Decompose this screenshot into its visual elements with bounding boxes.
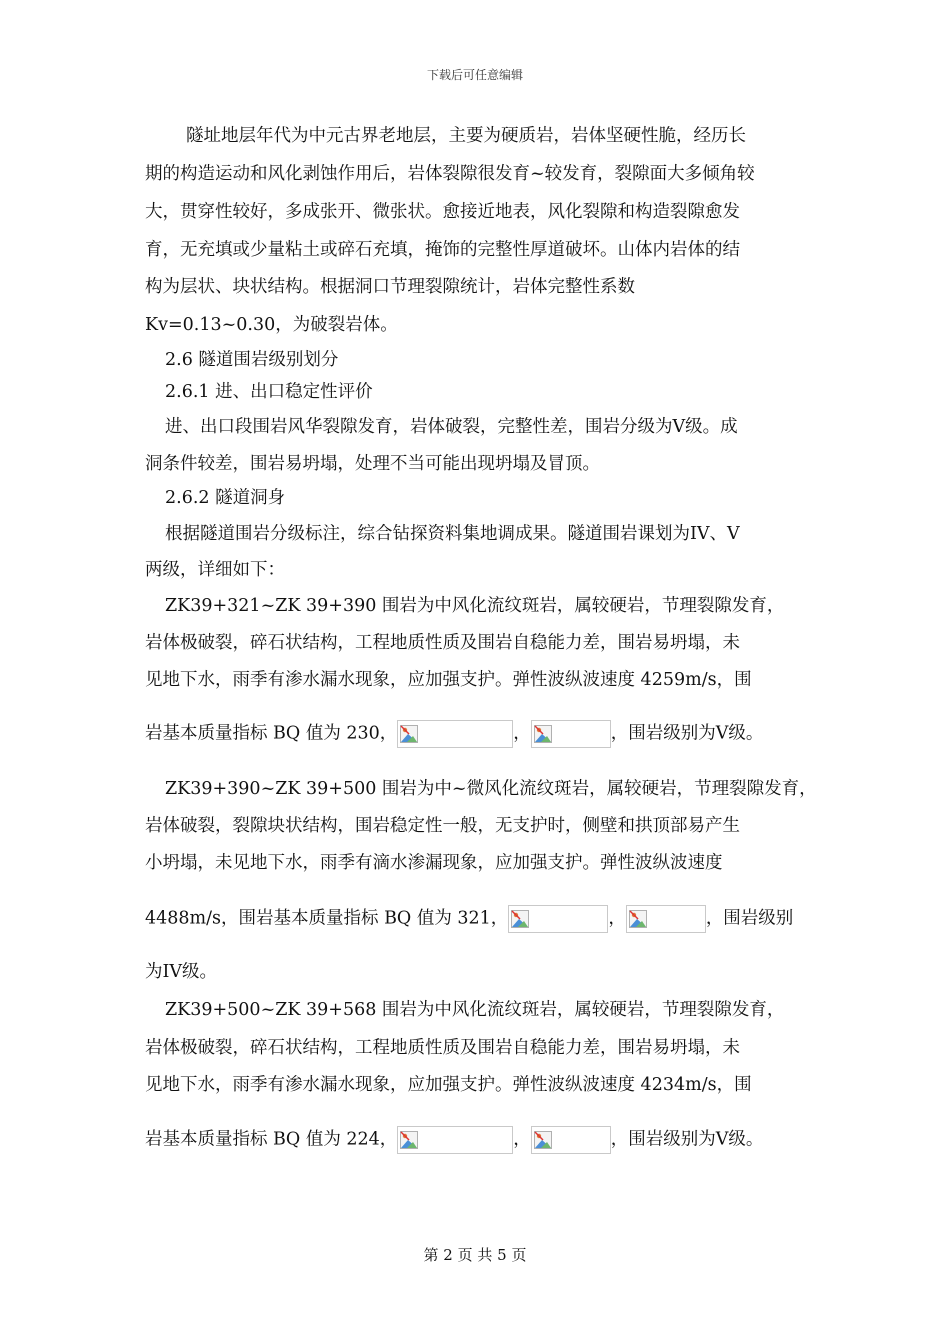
paragraph-line: ZK39+321~ZK 39+390 围岩为中风化流纹斑岩，属较硬岩，节理裂隙发育， bbox=[165, 596, 785, 616]
broken-image-icon bbox=[400, 1131, 418, 1149]
paragraph-line: 见地下水，雨季有渗水漏水现象，应加强支护。弹性波纵波速度 4259m/s，围 bbox=[145, 670, 752, 690]
page-footer: 第 2 页 共 5 页 bbox=[423, 1246, 527, 1264]
paragraph-line: 进、出口段围岩风华裂隙发育，岩体破裂，完整性差，围岩分级为V级。成 bbox=[165, 417, 738, 437]
paragraph-line: 根据隧道围岩分级标注，综合钻探资料集地调成果。隧道围岩课划为IV、V bbox=[165, 524, 740, 544]
paragraph-line: 岩体极破裂，碎石状结构，工程地质性质及围岩自稳能力差，围岩易坍塌，未 bbox=[145, 1038, 740, 1058]
broken-image-icon bbox=[534, 1131, 552, 1149]
inline-text: 岩基本质量指标 BQ 值为 224， bbox=[145, 1129, 398, 1150]
paragraph-line: Kv=0.13~0.30，为破裂岩体。 bbox=[145, 315, 398, 335]
paragraph-line: 期的构造运动和风化剥蚀作用后，岩体裂隙很发育~较发育，裂隙面大多倾角较 bbox=[145, 164, 755, 184]
broken-image-icon bbox=[534, 725, 552, 743]
paragraph-line-with-images bbox=[145, 720, 763, 748]
paragraph-line: ZK39+500~ZK 39+568 围岩为中风化流纹斑岩，属较硬岩，节理裂隙发育， bbox=[165, 1000, 785, 1020]
broken-image-icon bbox=[629, 910, 647, 928]
paragraph-line: 隧址地层年代为中元古界老地层，主要为硬质岩，岩体坚硬性脆，经历长 bbox=[186, 126, 746, 146]
inline-text: ， bbox=[608, 908, 626, 929]
paragraph-line: 育，无充填或少量粘土或碎石充填，掩饰的完整性厚道破坏。山体内岩体的结 bbox=[145, 240, 740, 260]
broken-image-placeholder bbox=[397, 720, 513, 748]
paragraph-line-with-images bbox=[145, 1126, 763, 1154]
paragraph-line-with-images bbox=[145, 905, 793, 933]
page-header: 下载后可任意编辑 bbox=[426, 68, 523, 82]
paragraph-line: 洞条件较差，围岩易坍塌，处理不当可能出现坍塌及冒顶。 bbox=[145, 454, 600, 474]
broken-image-placeholder bbox=[531, 720, 611, 748]
paragraph-line: 两级，详细如下： bbox=[145, 560, 285, 580]
paragraph-line: 见地下水，雨季有渗水漏水现象，应加强支护。弹性波纵波速度 4234m/s，围 bbox=[145, 1075, 752, 1095]
inline-text: ，围岩级别 bbox=[705, 908, 794, 929]
section-heading: 2.6 隧道围岩级别划分 bbox=[165, 350, 339, 370]
broken-image-placeholder bbox=[626, 905, 706, 933]
paragraph-line: 小坍塌，未见地下水，雨季有滴水渗漏现象，应加强支护。弹性波纵波速度 bbox=[145, 853, 723, 873]
paragraph-line: 岩体破裂，裂隙块状结构，围岩稳定性一般，无支护时，侧壁和拱顶部易产生 bbox=[145, 816, 740, 836]
paragraph-line: 为IV级。 bbox=[145, 962, 218, 982]
broken-image-icon bbox=[400, 725, 418, 743]
paragraph-line: 构为层状、块状结构。根据洞口节理裂隙统计，岩体完整性系数 bbox=[145, 277, 635, 297]
broken-image-placeholder bbox=[508, 905, 608, 933]
subsection-heading: 2.6.1 进、出口稳定性评价 bbox=[165, 382, 373, 402]
inline-text: ， bbox=[513, 723, 531, 744]
paragraph-line: 大，贯穿性较好，多成张开、微张状。愈接近地表，风化裂隙和构造裂隙愈发 bbox=[145, 202, 740, 222]
inline-text: 岩基本质量指标 BQ 值为 230， bbox=[145, 723, 398, 744]
paragraph-line: 岩体极破裂，碎石状结构，工程地质性质及围岩自稳能力差，围岩易坍塌，未 bbox=[145, 633, 740, 653]
inline-text: ，围岩级别为Ⅴ级。 bbox=[610, 1129, 764, 1150]
broken-image-icon bbox=[511, 910, 529, 928]
inline-text: ， bbox=[513, 1129, 531, 1150]
broken-image-placeholder bbox=[531, 1126, 611, 1154]
broken-image-placeholder bbox=[397, 1126, 513, 1154]
paragraph-line: ZK39+390~ZK 39+500 围岩为中~微风化流纹斑岩，属较硬岩，节理裂隙发育， bbox=[165, 779, 817, 799]
subsection-heading: 2.6.2 隧道洞身 bbox=[165, 488, 286, 508]
inline-text: 4488m/s，围岩基本质量指标 BQ 值为 321， bbox=[145, 908, 509, 929]
inline-text: ，围岩级别为Ⅴ级。 bbox=[610, 723, 764, 744]
